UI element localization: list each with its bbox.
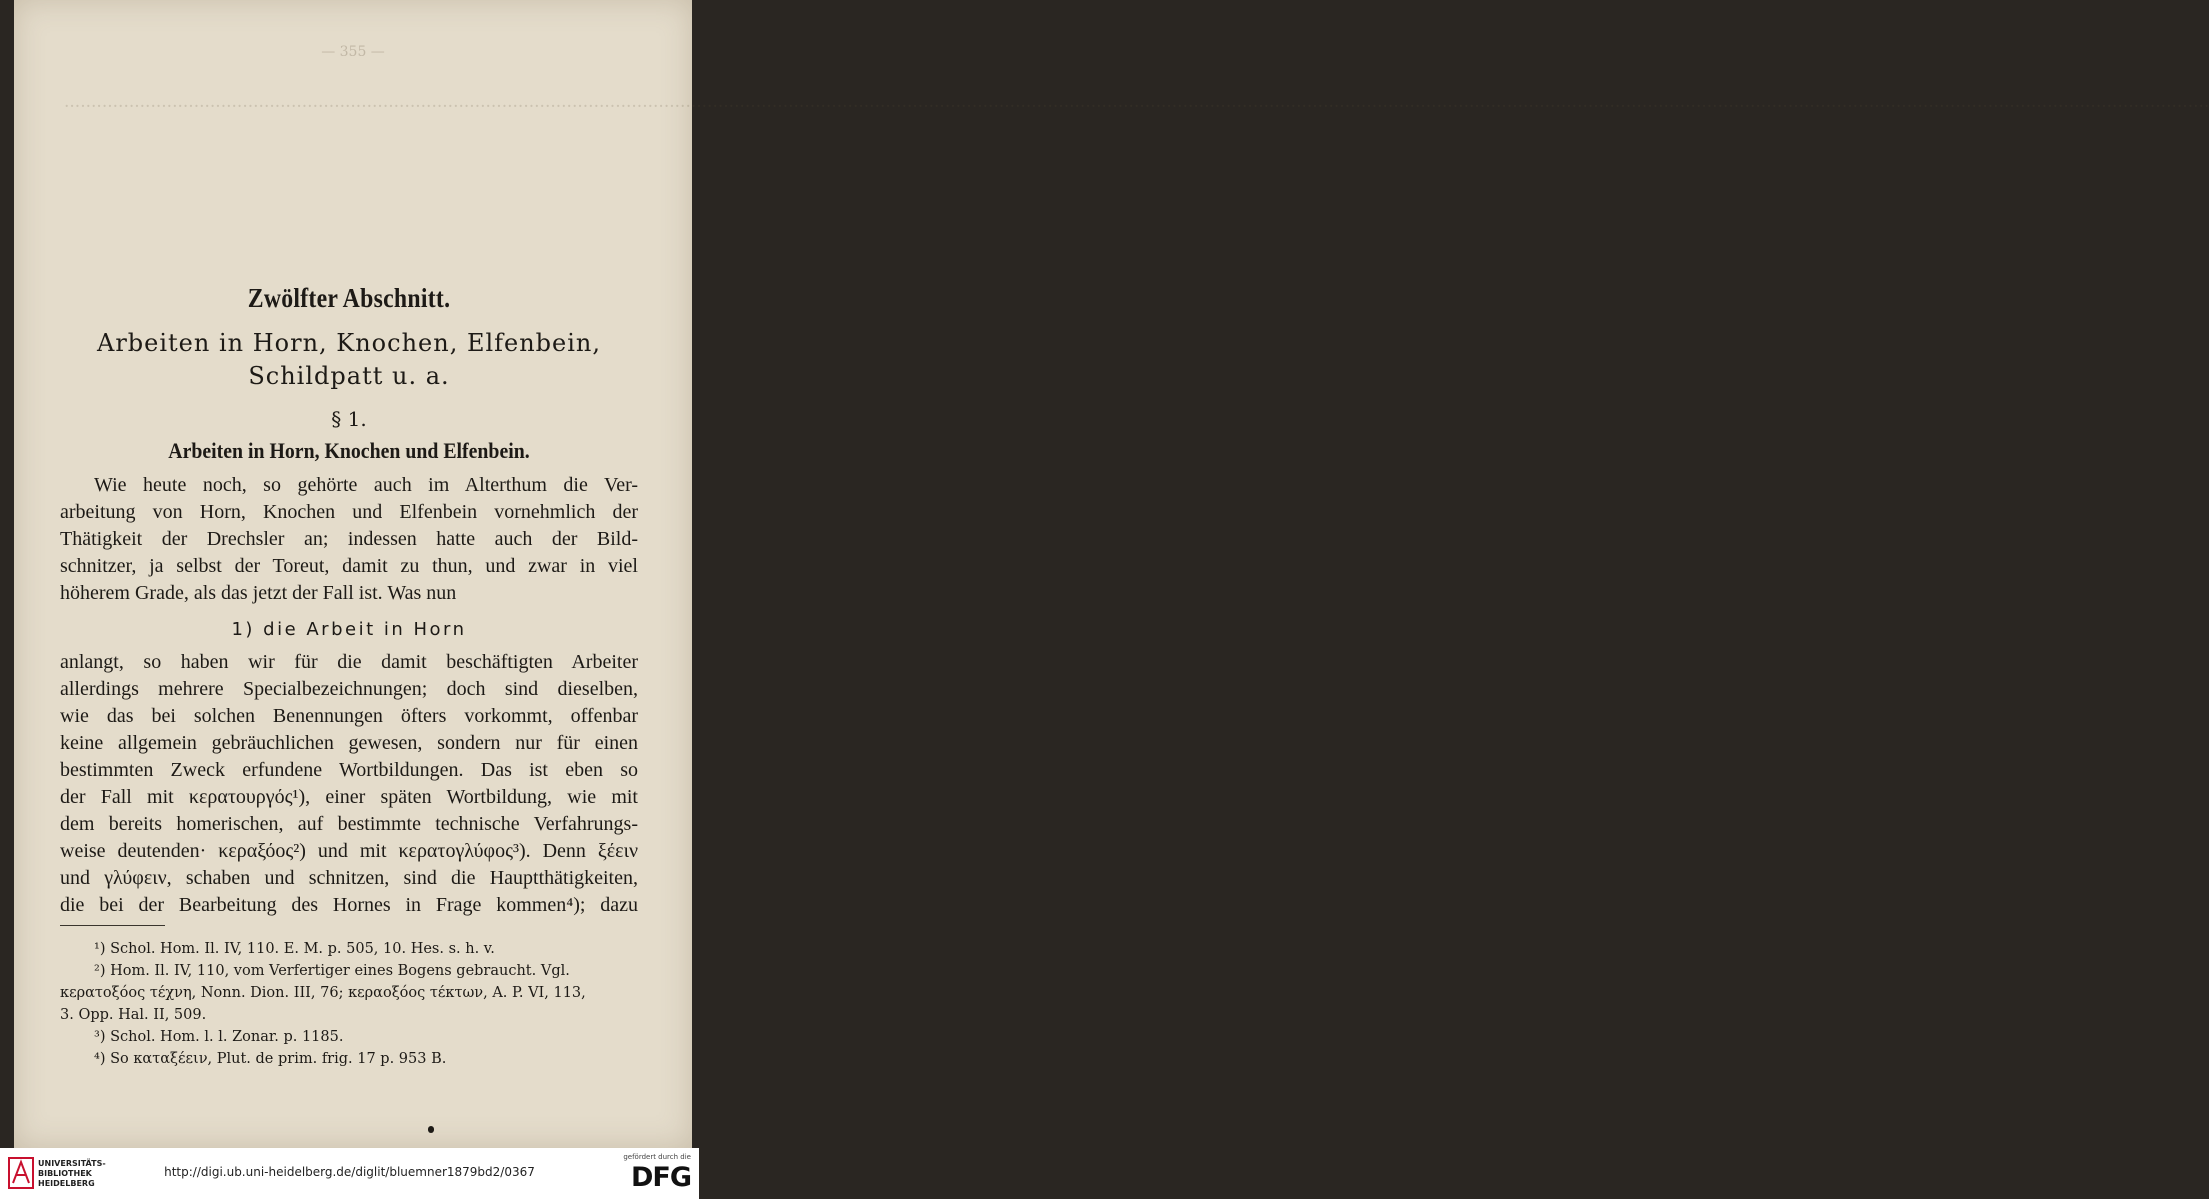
- text-line: Thätigkeit der Drechsler an; indessen hatte auch der Bild-: [60, 528, 638, 550]
- library-name-line: BIBLIOTHEK: [38, 1169, 92, 1178]
- chapter-title: Zwölfter Abschnitt.: [247, 283, 451, 313]
- text-line: höherem Grade, als das jetzt der Fall ist. Was nun: [60, 582, 457, 604]
- footnote: ⁴) So καταξέειν, Plut. de prim. frig. 17 p. 953 B.: [94, 1051, 447, 1067]
- section-title: Arbeiten in Horn, Knochen und Elfenbein.: [168, 438, 530, 463]
- section-number: § 1.: [331, 407, 367, 431]
- text-line: bestimmten Zweck erfundene Wortbildungen. Das ist eben so: [60, 759, 638, 781]
- footnote-continuation: κερατοξόος τέχνη, Nonn. Dion. III, 76; κεραοξόος τέκτων, A. P. VI, 113,: [60, 985, 586, 1001]
- footnote-divider: [60, 925, 165, 926]
- text-line: die bei der Bearbeitung des Hornes in Frage kommen⁴); dazu: [60, 894, 638, 916]
- permalink-url[interactable]: http://digi.ub.uni-heidelberg.de/diglit/bluemner1879bd2/0367: [164, 1165, 535, 1179]
- chapter-subtitle: [60, 327, 638, 393]
- funded-by-label: gefördert durch die: [623, 1153, 691, 1161]
- text-line: Wie heute noch, so gehörte auch im Alterthum die Ver-: [94, 474, 638, 496]
- text-line: weise deutenden· κεραξόος²) und mit κερατογλύφος³). Denn ξέειν: [60, 840, 638, 862]
- subtitle-line: Schildpatt u. a.: [248, 362, 450, 390]
- footnote: ¹) Schol. Hom. Il. IV, 110. E. M. p. 505, 10. Hes. s. h. v.: [94, 941, 495, 957]
- text-line: allerdings mehrere Specialbezeichnungen; doch sind dieselben,: [60, 678, 638, 700]
- bleed-through-page-number: — 355 —: [321, 44, 385, 60]
- ink-mark: [428, 1126, 434, 1133]
- viewer-footer: [0, 1148, 699, 1199]
- text-line: schnitzer, ja selbst der Toreut, damit zu thun, und zwar in viel: [60, 555, 638, 577]
- library-name-line: UNIVERSITÄTS-: [38, 1159, 106, 1168]
- footnote: ³) Schol. Hom. l. l. Zonar. p. 1185.: [94, 1029, 344, 1045]
- paragraph-2: [60, 649, 638, 919]
- text-line: wie das bei solchen Benennungen öfters vorkommt, offenbar: [60, 705, 638, 727]
- subheading: 1) die Arbeit in Horn: [231, 619, 467, 640]
- text-line: der Fall mit κερατουργός¹), einer späten Wortbildung, wie mit: [60, 786, 638, 808]
- text-line: und γλύφειν, schaben und schnitzen, sind die Hauptthätigkeiten,: [60, 867, 638, 889]
- footnote-continuation: 3. Opp. Hal. II, 509.: [60, 1007, 207, 1023]
- dfg-logo[interactable]: DFG: [630, 1162, 691, 1193]
- subtitle-line: Arbeiten in Horn, Knochen, Elfenbein,: [96, 329, 602, 357]
- text-line: anlangt, so haben wir für die damit beschäftigten Arbeiter: [60, 651, 638, 673]
- text-line: dem bereits homerischen, auf bestimmte technische Verfahrungs-: [60, 813, 638, 835]
- footnote: ²) Hom. Il. IV, 110, vom Verfertiger eines Bogens gebraucht. Vgl.: [94, 963, 570, 979]
- text-line: arbeitung von Horn, Knochen und Elfenbein vornehmlich der: [60, 501, 638, 523]
- bleed-through-text: .............................................................................................................................................................................................................................................................................................................................................................................................................: [64, 92, 2209, 112]
- library-name-line: HEIDELBERG: [38, 1179, 95, 1188]
- text-line: keine allgemein gebräuchlichen gewesen, sondern nur für einen: [60, 732, 638, 754]
- paragraph-1: [60, 472, 638, 607]
- footnotes: [60, 938, 638, 1070]
- document-page: [14, 0, 2209, 1148]
